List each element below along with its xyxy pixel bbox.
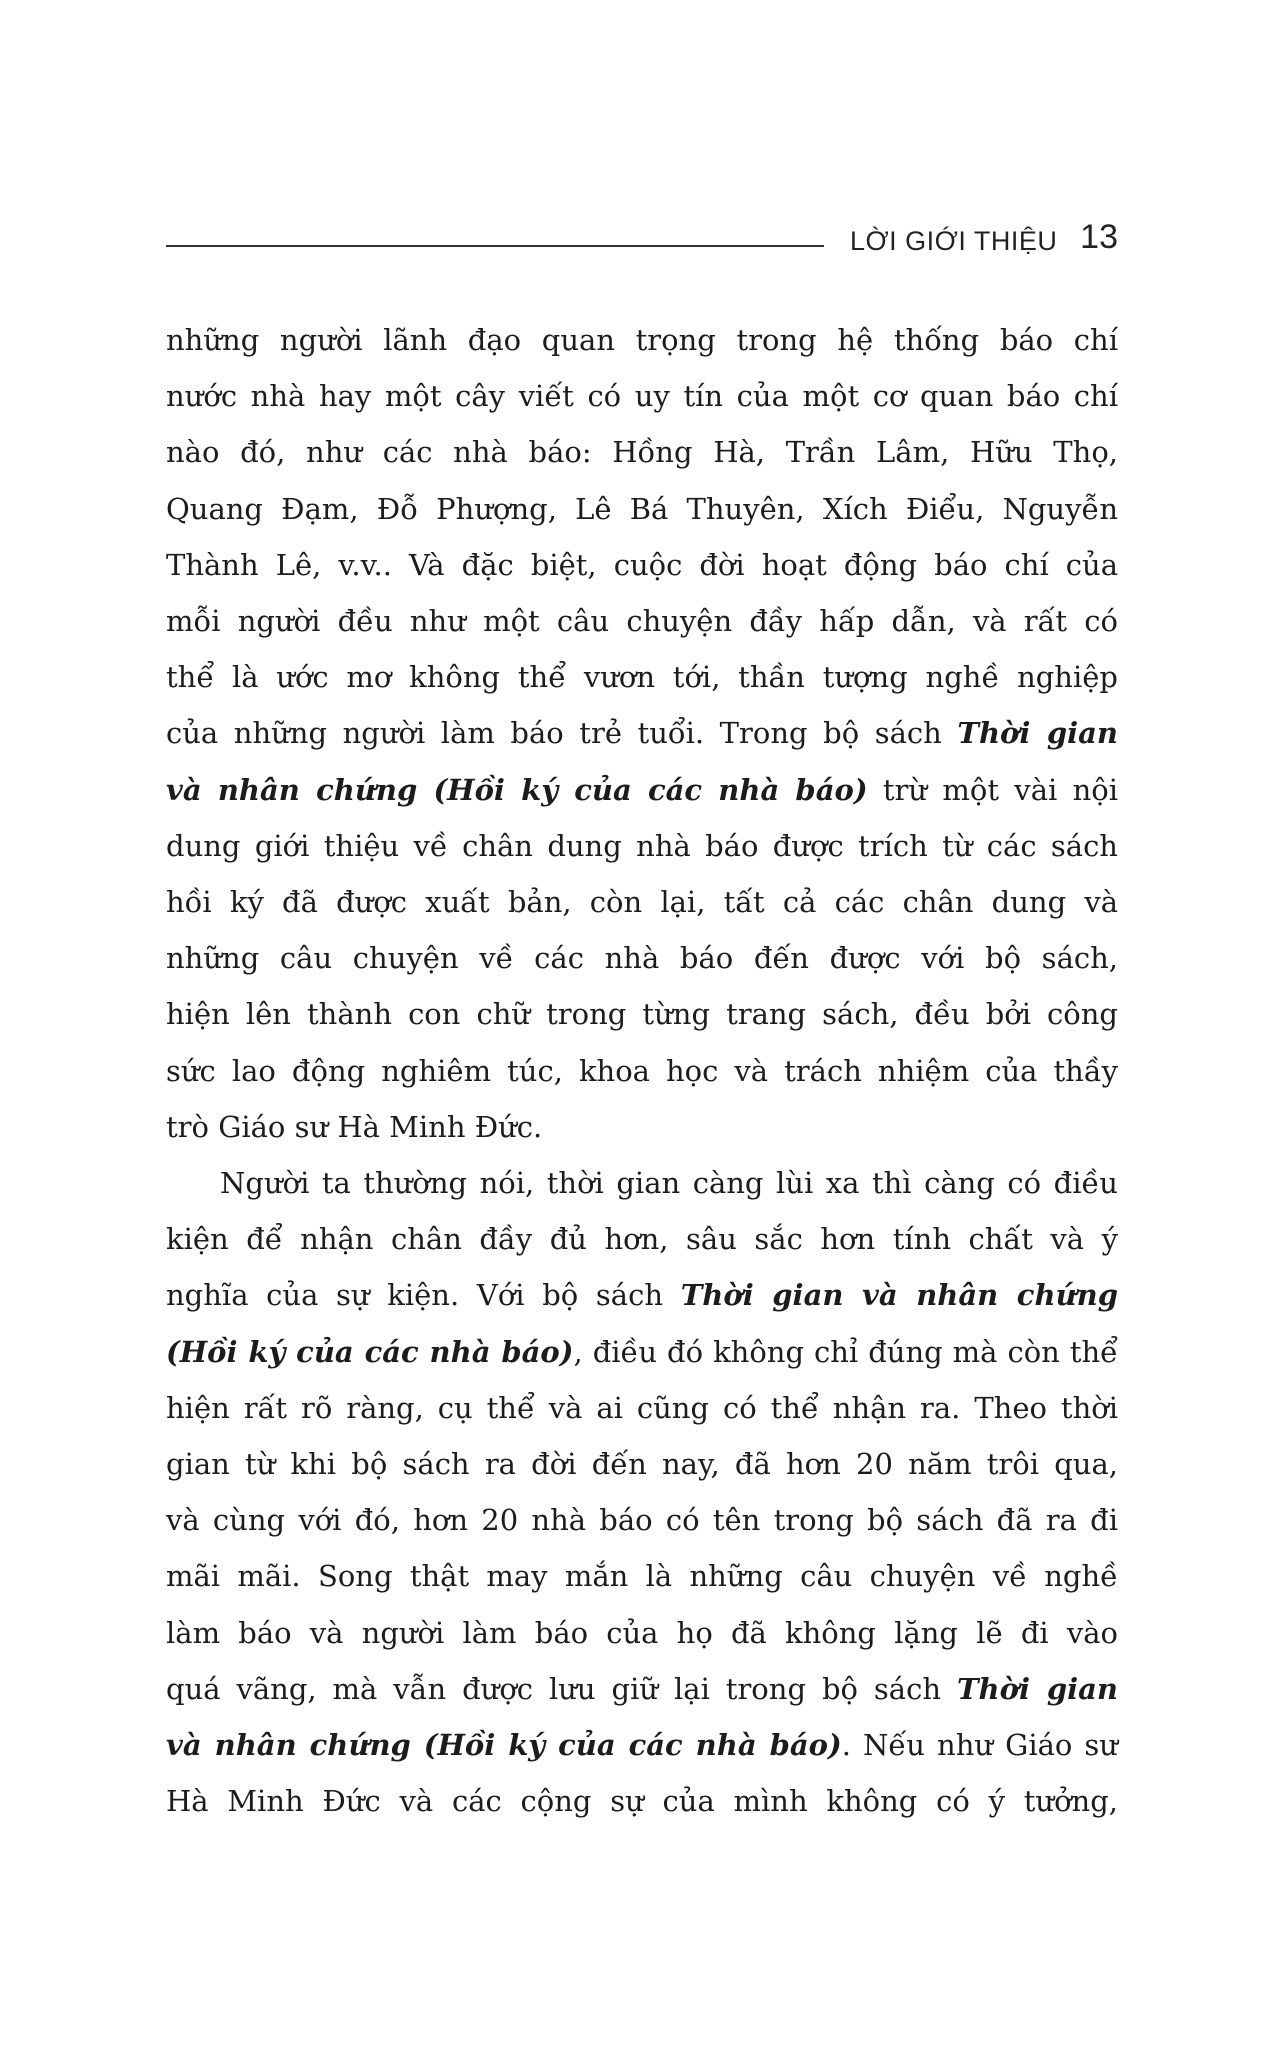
text-line: và cùng với đó, hơn 20 nhà báo có tên trong bộ sách đã ra đi <box>166 1503 1118 1538</box>
text-line: Thành Lê, v.v.. Và đặc biệt, cuộc đời hoạt động báo chí của <box>166 547 1118 582</box>
text-line: sức lao động nghiêm túc, khoa học và trách nhiệm của thầy <box>166 1053 1118 1088</box>
text-line: Người ta thường nói, thời gian càng lùi xa thì càng có điều <box>220 1166 1118 1201</box>
text-line <box>166 1717 1118 1773</box>
text-line <box>166 762 1118 818</box>
body-text <box>166 312 1118 1829</box>
text-line: kiện để nhận chân đầy đủ hơn, sâu sắc hơn tính chất và ý <box>166 1222 1118 1257</box>
text-line: nào đó, như các nhà báo: Hồng Hà, Trần Lâm, Hữu Thọ, <box>166 435 1118 470</box>
book-title-emphasis: và nhân chứng (Hồi ký của các nhà báo) <box>166 772 868 807</box>
running-header <box>166 214 1118 274</box>
text-line: thể là ước mơ không thể vươn tới, thần tượng nghề nghiệp <box>166 660 1118 695</box>
text-segment: nghĩa của sự kiện. Với bộ sách <box>166 1278 681 1313</box>
text-line: mãi mãi. Song thật may mắn là những câu chuyện về nghề <box>166 1559 1118 1594</box>
book-title-emphasis: Thời gian và nhân chứng <box>680 1278 1118 1313</box>
page-number: 13 <box>1080 218 1118 256</box>
paragraph-2 <box>166 1155 1118 1829</box>
text-line: hồi ký đã được xuất bản, còn lại, tất cả các chân dung và <box>166 885 1118 920</box>
text-line <box>166 1324 1118 1380</box>
book-title-emphasis: và nhân chứng (Hồi ký của các nhà báo) <box>166 1728 842 1763</box>
text-line <box>166 1267 1118 1323</box>
text-line: hiện lên thành con chữ trong từng trang sách, đều bởi công <box>166 997 1118 1032</box>
paragraph-1 <box>166 312 1118 1155</box>
text-line: làm báo và người làm báo của họ đã không lặng lẽ đi vào <box>166 1615 1118 1650</box>
text-line: những câu chuyện về các nhà báo đến được với bộ sách, <box>166 941 1118 976</box>
text-line: gian từ khi bộ sách ra đời đến nay, đã hơn 20 năm trôi qua, <box>166 1447 1118 1482</box>
text-line: hiện rất rõ ràng, cụ thể và ai cũng có thể nhận ra. Theo thời <box>166 1390 1118 1425</box>
book-title-emphasis: Thời gian <box>956 1671 1118 1706</box>
text-line <box>166 1661 1118 1717</box>
section-title: LỜI GIỚI THIỆU <box>850 226 1058 256</box>
text-line: Hà Minh Đức và các cộng sự của mình không có ý tưởng, <box>166 1784 1118 1819</box>
text-segment: . Nếu như Giáo sư <box>841 1728 1118 1763</box>
text-line: những người lãnh đạo quan trọng trong hệ thống báo chí <box>166 323 1118 357</box>
text-segment: , điều đó không chỉ đúng mà còn thể <box>573 1334 1118 1369</box>
text-line: nước nhà hay một cây viết có uy tín của một cơ quan báo chí <box>166 379 1118 414</box>
header-rule <box>166 245 824 247</box>
book-title-emphasis: (Hồi ký của các nhà báo) <box>166 1334 574 1369</box>
text-line: dung giới thiệu về chân dung nhà báo được trích từ các sách <box>166 828 1118 863</box>
text-line: trò Giáo sư Hà Minh Đức. <box>166 1109 543 1144</box>
text-segment: quá vãng, mà vẫn được lưu giữ lại trong bộ sách <box>166 1671 957 1706</box>
text-segment: của những người làm báo trẻ tuổi. Trong bộ sách <box>166 716 958 751</box>
text-segment: trừ một vài nội <box>867 772 1118 807</box>
text-line <box>166 705 1118 761</box>
book-title-emphasis: Thời gian <box>957 716 1118 751</box>
text-line: mỗi người đều như một câu chuyện đầy hấp dẫn, và rất có <box>166 604 1118 639</box>
text-line: Quang Đạm, Đỗ Phượng, Lê Bá Thuyên, Xích Điểu, Nguyễn <box>166 491 1118 526</box>
